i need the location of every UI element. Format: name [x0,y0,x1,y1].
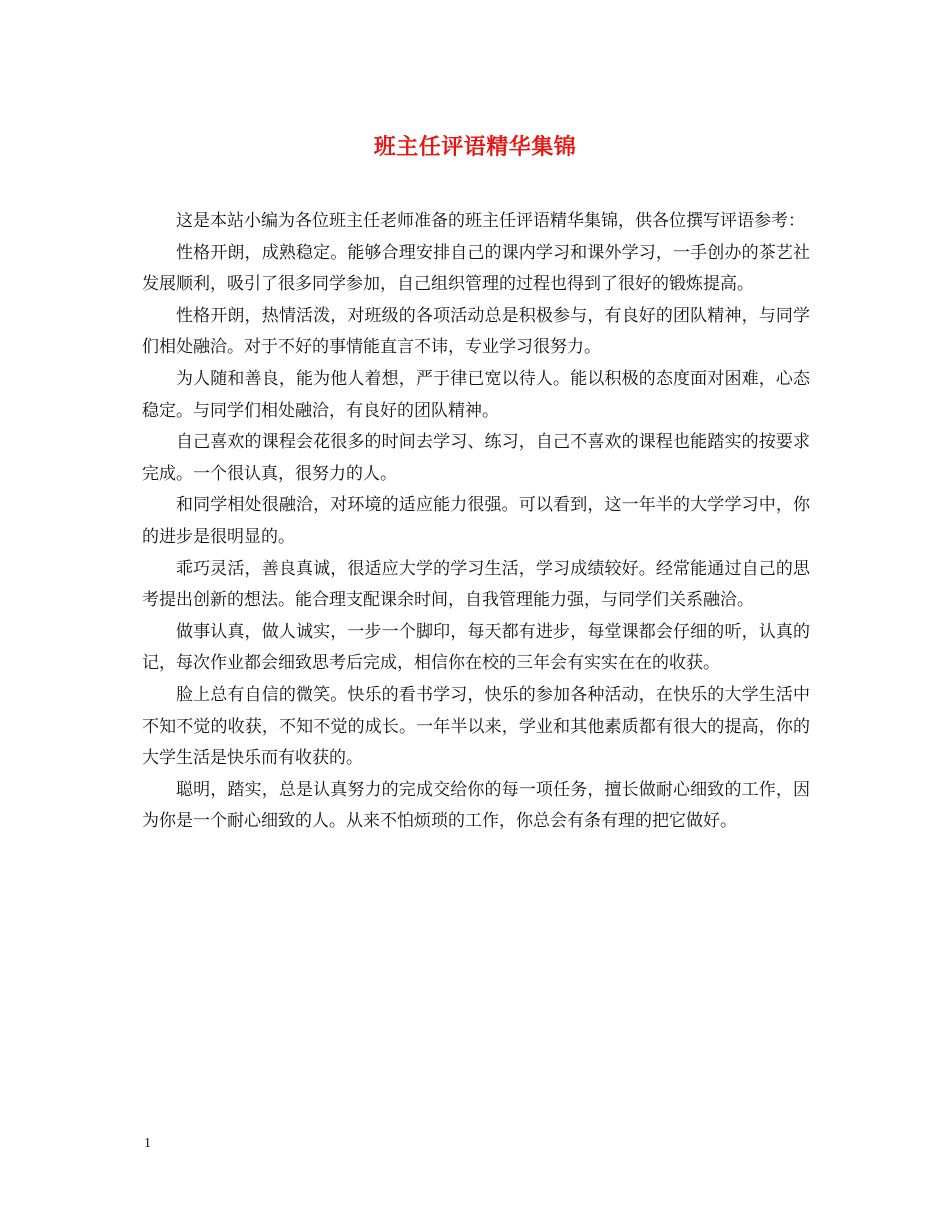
paragraph: 自己喜欢的课程会花很多的时间去学习、练习，自己不喜欢的课程也能踏实的按要求完成。一个很认真，很努力的人。 [142,432,810,484]
document-title: 班主任评语精华集锦 [373,134,577,160]
paragraph: 脸上总有自信的微笑。快乐的看书学习，快乐的参加各种活动，在快乐的大学生活中不知不觉的收获，不知不觉的成长。一年半以来，学业和其他素质都有很大的提高，你的大学生活是快乐而有收获的。 [142,684,810,769]
paragraph: 性格开朗，成熟稳定。能够合理安排自己的课内学习和课外学习，一手创办的茶艺社发展顺利，吸引了很多同学参加，自己组织管理的过程也得到了很好的锻炼提高。 [142,242,810,295]
page-number: 1 [144,1136,151,1151]
paragraph: 为人随和善良，能为他人着想，严于律已宽以待人。能以积极的态度面对困难，心态稳定。与同学们相处融洽，有良好的团队精神。 [142,368,810,421]
paragraph: 这是本站小编为各位班主任老师准备的班主任评语精华集锦，供各位撰写评语参考： [176,211,805,231]
paragraph: 做事认真，做人诚实，一步一个脚印，每天都有进步，每堂课都会仔细的听，认真的记，每次作业都会细致思考后完成，相信你在校的三年会有实实在在的收获。 [142,621,810,674]
document-body [142,206,810,838]
paragraph: 性格开朗，热情活泼，对班级的各项活动总是积极参与，有良好的团队精神，与同学们相处融洽。对于不好的事情能直言不讳，专业学习很努力。 [142,305,810,358]
paragraph: 聪明，踏实，总是认真努力的完成交给你的每一项任务，擅长做耐心细致的工作，因为你是一个耐心细致的人。从来不怕烦琐的工作，你总会有条有理的把它做好。 [142,779,810,832]
paragraph: 乖巧灵活，善良真诚，很适应大学的学习生活，学习成绩较好。经常能通过自己的思考提出创新的想法。能合理支配课余时间，自我管理能力强，与同学们关系融洽。 [142,558,810,611]
paragraph: 和同学相处很融洽，对环境的适应能力很强。可以看到，这一年半的大学学习中，你的进步是很明显的。 [142,495,810,547]
